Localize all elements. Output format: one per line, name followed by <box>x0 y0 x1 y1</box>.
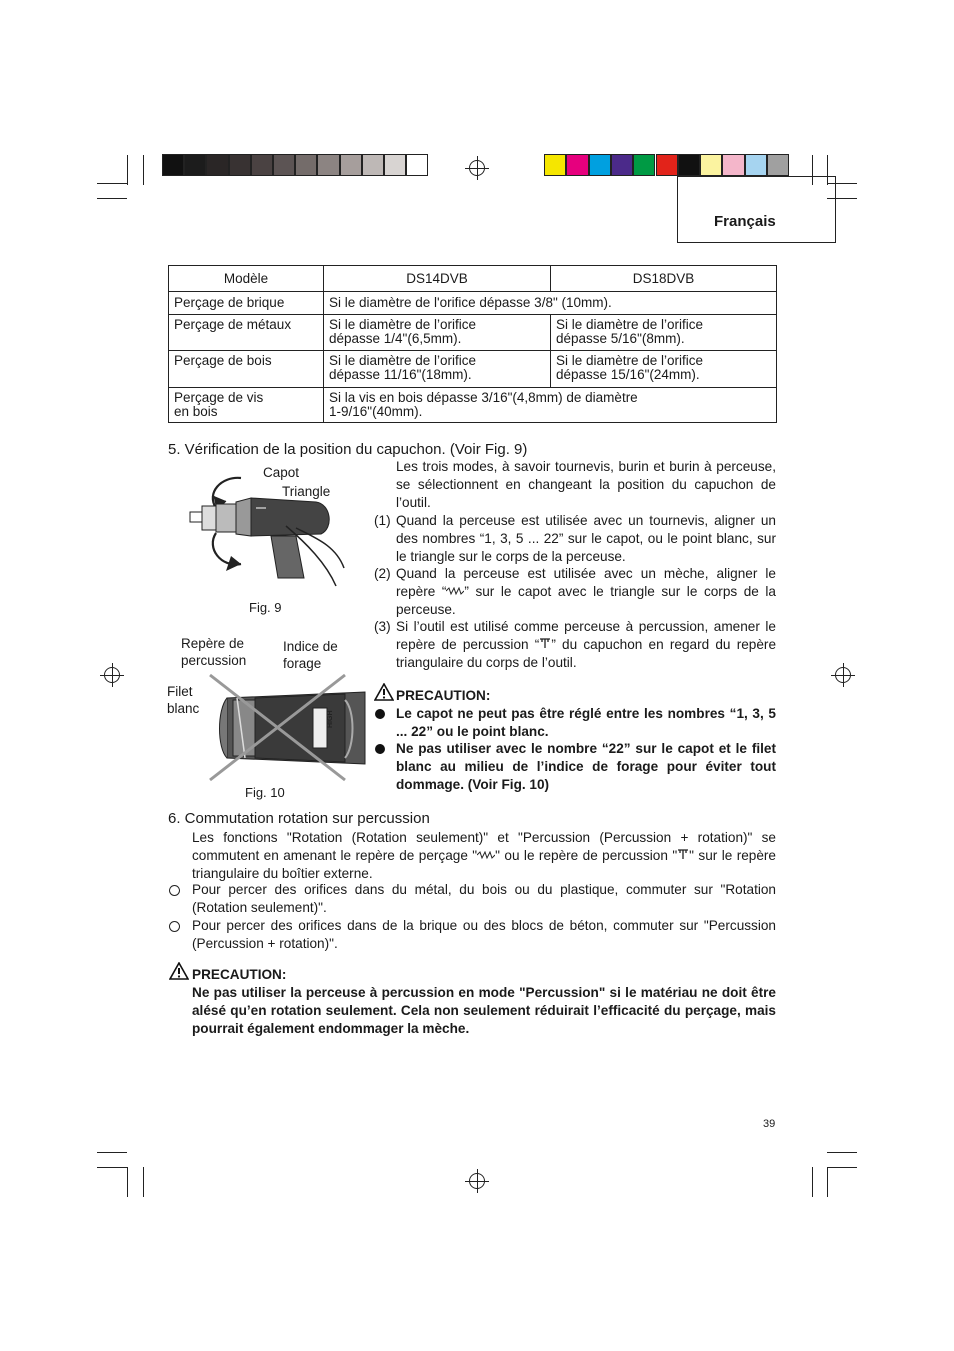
item-number: (3) <box>374 619 391 634</box>
bullet-icon <box>375 709 385 719</box>
drill-illustration <box>186 468 346 590</box>
color-swatch <box>406 154 428 176</box>
color-swatch <box>722 154 744 176</box>
bullet-icon <box>375 744 385 754</box>
table-row <box>169 315 777 351</box>
color-swatch <box>340 154 362 176</box>
drill-detail-illustration <box>205 670 371 785</box>
table-cell: Si le diamètre de l’orifice dépasse 15/16"(24mm). <box>551 351 777 388</box>
table-cell: Si le diamètre de l'orifice dépasse 3/8" (10mm). <box>324 292 777 315</box>
fig10-label-indice: Indice de forage <box>283 639 338 671</box>
color-swatch <box>162 154 184 176</box>
color-swatch <box>273 154 295 176</box>
language-tab <box>677 176 836 243</box>
crop-mark <box>127 155 128 185</box>
section-6-bullet: Pour percer des orifices dans de la brique ou des blocs de béton, commuter sur "Percussion (Percussion + rotation)". <box>192 918 776 951</box>
table-cell: Si le diamètre de l’orifice dépasse 5/16"(8mm). <box>551 315 777 351</box>
drill-mark-icon <box>446 587 464 596</box>
drill-mark-icon <box>477 851 495 860</box>
warning-triangle-icon <box>374 683 394 701</box>
table-row <box>169 292 777 315</box>
color-swatch <box>362 154 384 176</box>
fig9-label-capot: Capot <box>263 465 300 480</box>
section-6-bullet: Pour percer des orifices dans du métal, du bois ou du plastique, commuter sur "Rotation (Rotation seulement)". <box>192 882 776 915</box>
table-row <box>169 388 777 423</box>
precaution-bullet: Le capot ne peut pas être réglé entre les nombres “1, 3, 5 ... 22” ou le point blanc. <box>396 706 776 739</box>
table-cell: Perçage de métaux <box>169 315 324 351</box>
warning-triangle-icon <box>169 962 189 980</box>
color-swatch <box>633 154 655 176</box>
crop-mark <box>127 1167 128 1197</box>
color-swatch <box>611 154 633 176</box>
color-swatch <box>544 154 566 176</box>
crop-mark <box>97 198 127 199</box>
color-swatch <box>566 154 588 176</box>
fig9-label-triangle: Triangle <box>282 484 331 499</box>
fig10-label-repere: Repère de percussion <box>181 636 247 668</box>
precaution-bullet: Ne pas utiliser avec le nombre “22” sur le capot et le filet blanc au milieu de l’indice de forage pour éviter tout dommage. (Voir Fig. 10) <box>396 741 776 792</box>
precaution-title: PRECAUTION: <box>192 967 287 982</box>
item-number: (2) <box>374 566 391 581</box>
color-swatch <box>589 154 611 176</box>
color-swatch <box>251 154 273 176</box>
fig10-label-filet: Filet blanc <box>167 684 200 716</box>
table-header-row <box>169 266 777 292</box>
section-6-heading: 6. Commutation rotation sur percussion <box>168 810 430 827</box>
registration-mark-icon <box>469 160 485 176</box>
crop-mark <box>827 1167 857 1168</box>
crop-mark <box>97 1167 127 1168</box>
registration-mark-icon <box>104 667 120 683</box>
table-cell: Perçage de brique <box>169 292 324 315</box>
color-swatch <box>206 154 228 176</box>
table-row <box>169 351 777 388</box>
color-swatch <box>317 154 339 176</box>
color-swatch <box>700 154 722 176</box>
crop-mark <box>143 1167 144 1197</box>
table-header-cell: DS14DVB <box>324 266 551 292</box>
table-cell: Perçage de bois <box>169 351 324 388</box>
table-cell: Si la vis en bois dépasse 3/16"(4,8mm) de diamètre 1-9/16"(40mm). <box>324 388 777 423</box>
color-swatch <box>678 154 700 176</box>
color-swatch <box>229 154 251 176</box>
fig10-caption: Fig. 10 <box>245 785 285 800</box>
spec-table <box>168 265 777 423</box>
item-number: (1) <box>374 513 391 528</box>
crop-mark <box>827 1152 857 1153</box>
color-swatch <box>295 154 317 176</box>
item-text: Si l’outil est utilisé comme perceuse à percussion, amener le repère de percussion “ ” du capuchon en regard du repère triangulaire du corps de l’outil. <box>396 619 776 670</box>
section-5-heading: 5. Vérification de la position du capuchon. (Voir Fig. 9) <box>168 441 528 458</box>
page-number: 39 <box>763 1118 776 1130</box>
table-cell: Si le diamètre de l’orifice dépasse 1/4"(6,5mm). <box>324 315 551 351</box>
table-header-cell: DS18DVB <box>551 266 777 292</box>
high-label: HIGH <box>327 710 334 728</box>
registration-mark-icon <box>469 1173 485 1189</box>
registration-mark-icon <box>835 667 851 683</box>
fig9-caption: Fig. 9 <box>249 600 282 615</box>
table-cell: Si le diamètre de l’orifice dépasse 11/16"(18mm). <box>324 351 551 388</box>
item-text: Quand la perceuse est utilisée avec un tournevis, aligner un des nombres “1, 3, 5 ... 22” sur le capot, ou le point blanc, sur le triangle sur le corps de la perceuse. <box>396 513 776 564</box>
color-swatch <box>745 154 767 176</box>
language-label: Français <box>714 213 776 230</box>
crop-mark <box>143 155 144 185</box>
item-text: Quand la perceuse est utilisée avec un mèche, aligner le repère “ ” sur le capot avec le triangle sur le corps de la perceuse. <box>396 566 776 617</box>
section-5-intro: Les trois modes, à savoir tournevis, burin et burin à perceuse, se sélectionnent en changeant la position du capuchon de l’outil. <box>396 459 776 510</box>
section-6-paragraph: Les fonctions "Rotation (Rotation seulement)" et "Percussion (Percussion + rotation)" se commutent en amenant le repère de perçage " " ou le repère de percussion " " sur le repère triangulaire du boîtier externe. <box>192 830 776 881</box>
color-swatch <box>384 154 406 176</box>
table-header-cell: Modèle <box>169 266 324 292</box>
crop-mark <box>827 1167 828 1197</box>
crop-mark <box>97 1152 127 1153</box>
color-swatch <box>767 154 789 176</box>
precaution-text: Ne pas utiliser la perceuse à percussion en mode "Percussion" si le matériau ne doit être alésé qu’en rotation seulement. Cela non seulement réduirait l’efficacité du perçage, mais pourrait également endommager la mèche. <box>192 985 776 1036</box>
hammer-mark-icon <box>539 637 551 649</box>
circle-bullet-icon <box>169 885 180 896</box>
table-cell: Perçage de vis en bois <box>169 388 324 423</box>
circle-bullet-icon <box>169 921 180 932</box>
color-swatch <box>184 154 206 176</box>
crop-mark <box>812 1167 813 1197</box>
color-swatch <box>656 154 678 176</box>
hammer-mark-icon <box>677 848 689 860</box>
crop-mark <box>97 183 127 184</box>
precaution-title: PRECAUTION: <box>396 688 491 703</box>
